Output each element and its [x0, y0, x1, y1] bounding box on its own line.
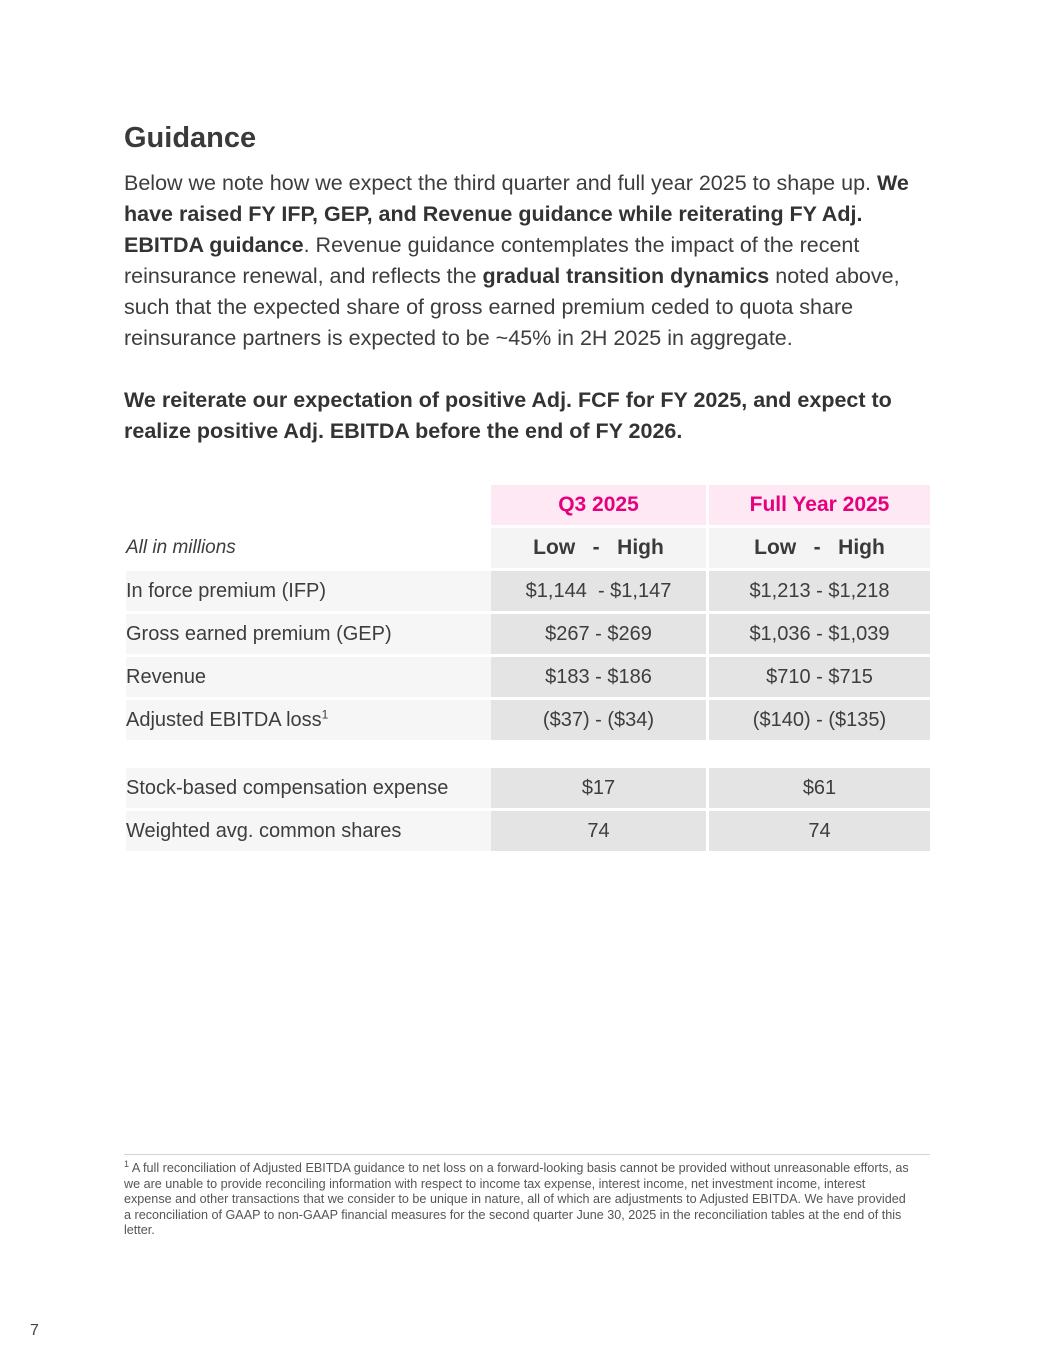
- q3-range-header: Low - High: [491, 528, 709, 568]
- table-row: [126, 614, 930, 654]
- table-row: [126, 571, 930, 611]
- reiterate-paragraph: We reiterate our expectation of positive Adj. FCF for FY 2025, and expect to realize positive Adj. EBITDA before the end of FY 2026.: [124, 388, 892, 443]
- footnote: [124, 1158, 914, 1239]
- intro-paragraph: [124, 168, 930, 354]
- row-label: Stock-based compensation expense: [126, 768, 491, 808]
- guidance-table: [126, 482, 930, 743]
- fy-value: $61: [709, 768, 930, 808]
- period-header-row: [126, 485, 930, 525]
- fy-value: $1,213 - $1,218: [709, 571, 930, 611]
- row-label-with-footnote: [126, 700, 491, 740]
- table-row: [126, 657, 930, 697]
- footnote-divider: [124, 1154, 930, 1155]
- fy-value: ($140) - ($135): [709, 700, 930, 740]
- table-row: [126, 700, 930, 740]
- page-number: 7: [30, 1322, 39, 1339]
- header-blank-cell: [126, 485, 491, 525]
- intro-text-2: . Revenue guidance contemplates the impact of the recent reinsurance renewal, and reflects the: [124, 233, 860, 288]
- row-label: Gross earned premium (GEP): [126, 614, 491, 654]
- table-row: [126, 768, 930, 808]
- q3-value: $17: [491, 768, 709, 808]
- intro-bold-1: We have raised FY IFP, GEP, and Revenue guidance while reiterating FY Adj. EBITDA guidance: [124, 171, 909, 257]
- q3-value: ($37) - ($34): [491, 700, 709, 740]
- header-full-year-2025: Full Year 2025: [709, 485, 930, 525]
- page-title: Guidance: [124, 122, 257, 154]
- q3-value: $1,144 - $1,147: [491, 571, 709, 611]
- q3-value: $267 - $269: [491, 614, 709, 654]
- q3-value: 74: [491, 811, 709, 851]
- fy-range-header: Low - High: [709, 528, 930, 568]
- footnote-marker: 1: [321, 706, 329, 721]
- fy-value: $710 - $715: [709, 657, 930, 697]
- row-label: Weighted avg. common shares: [126, 811, 491, 851]
- table-row: [126, 811, 930, 851]
- intro-text-3: noted above, such that the expected share of gross earned premium ceded to quota share reinsurance partners is expected to be ~45% in 2H 2025 in aggregate.: [124, 264, 900, 350]
- fy-value: $1,036 - $1,039: [709, 614, 930, 654]
- fy-value: 74: [709, 811, 930, 851]
- intro-bold-2: gradual transition dynamics: [482, 264, 770, 288]
- range-header-row: [126, 528, 930, 568]
- row-label: Adjusted EBITDA loss: [126, 708, 322, 731]
- intro-text-1: Below we note how we expect the third quarter and full year 2025 to shape up.: [124, 171, 877, 195]
- supplemental-table: [126, 765, 930, 854]
- row-label: In force premium (IFP): [126, 571, 491, 611]
- q3-value: $183 - $186: [491, 657, 709, 697]
- footnote-marker: 1: [124, 1158, 130, 1169]
- units-label: All in millions: [126, 537, 236, 558]
- header-q3-2025: Q3 2025: [491, 485, 709, 525]
- footnote-text: A full reconciliation of Adjusted EBITDA guidance to net loss on a forward-looking basis cannot be provided without unreasonable efforts, as we are unable to provide reconciling information with respect to income tax expense, interest income, net investment income, interest expense and other transactions that we consider to be unique in nature, all of which are adjustments to Adjusted EBITDA. We have provided a reconciliation of GAAP to non-GAAP financial measures for the second quarter June 30, 2025 in the reconciliation tables at the end of this letter.: [124, 1161, 909, 1237]
- row-label: Revenue: [126, 657, 491, 697]
